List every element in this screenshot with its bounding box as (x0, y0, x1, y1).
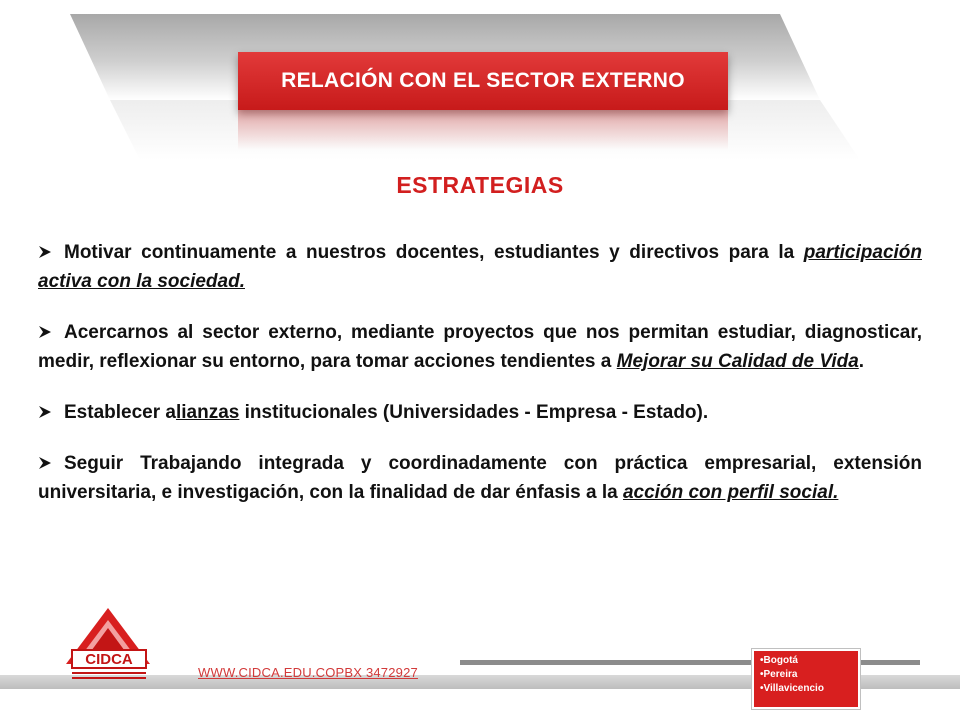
bullet-text: Motivar continuamente a nuestros docentes, estudiantes y directivos para la (64, 242, 804, 263)
bullet-text-end: institucionales (Universidades - Empresa - Estado). (239, 402, 709, 423)
bullet-text: Seguir Trabajando integrada y coordinadamente con práctica empresarial, extensión universitaria, e investigación, con la finalidad de dar énfasis a la (38, 453, 922, 503)
arrow-bullet-icon (38, 398, 64, 427)
arrow-bullet-icon (38, 238, 64, 267)
city-item: • Pereira (760, 668, 852, 682)
bullet-text: Acercarnos al sector externo, mediante proyectos que nos permitan estudiar, diagnosticar, medir, reflexionar su entorno, para tomar acciones tendientes a (38, 322, 922, 372)
website-link[interactable]: WWW.CIDCA.EDU.COPBX 3472927 (198, 665, 418, 680)
list-item (38, 318, 922, 376)
bullet-emphasis: Mejorar su Calidad de Vida (616, 351, 859, 372)
bullet-emphasis: acción con perfil social. (622, 482, 839, 503)
bullet-text: Establecer a (64, 402, 176, 423)
list-item (38, 398, 922, 427)
logo-text: CIDCA (85, 651, 133, 668)
section-title: RELACIÓN CON EL SECTOR EXTERNO (238, 52, 728, 110)
city-item: • Bogotá (760, 654, 852, 668)
city-item: • Villavicencio (760, 682, 852, 696)
list-item (38, 238, 922, 296)
cities-box (752, 649, 860, 709)
strategy-list (38, 238, 922, 529)
arrow-bullet-icon (38, 318, 64, 347)
bullet-emphasis: lianzas (175, 402, 240, 423)
list-item (38, 449, 922, 507)
cidca-logo (64, 606, 164, 686)
title-reflection (238, 110, 728, 150)
page-heading: ESTRATEGIAS (396, 172, 564, 198)
bullet-emphasis: participación activa con la sociedad. (38, 242, 922, 292)
arrow-bullet-icon (38, 449, 64, 478)
bullet-text-end: . (858, 351, 865, 372)
